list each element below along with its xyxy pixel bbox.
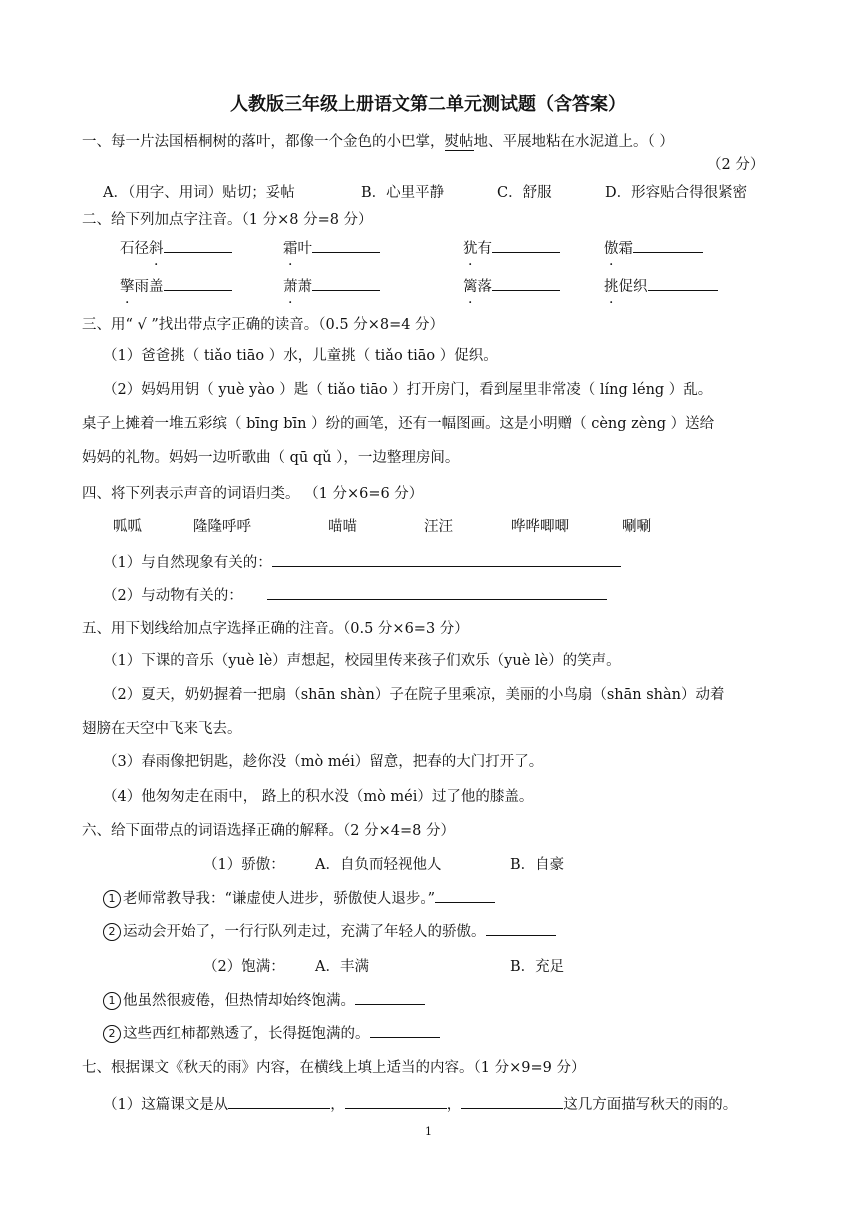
- q2-item-2: 霜叶: [283, 238, 380, 259]
- q2-blank-7[interactable]: [492, 276, 560, 291]
- q6-group1-option-b: B．自豪: [510, 857, 565, 873]
- circled-number-2: 2: [103, 1025, 121, 1043]
- q5-line-5: （4）他匆匆走在雨中， 路上的积水没（mò méi）过了他的膝盖。: [103, 789, 534, 805]
- q7-line-1: （1）这篇课文是从 ， ， 这几方面描写秋天的雨的。: [103, 1094, 737, 1115]
- q1-option-c: C．舒服: [497, 185, 552, 201]
- q2-item-4: 傲霜: [604, 238, 703, 259]
- q3-line-2: （2）妈妈用钥（ yuè yào ）匙（ tiǎo tiāo ）打开房门，看到屋里非常凌（ líng léng ）乱。: [103, 382, 713, 398]
- q3-line-1: （1）爸爸挑（ tiǎo tiāo ）水，儿童挑（ tiǎo tiāo ）促织。: [103, 348, 498, 364]
- q2-blank-5[interactable]: [164, 276, 232, 291]
- q2-item-1: 石径斜: [120, 238, 232, 259]
- q7-blank-3[interactable]: [461, 1094, 563, 1109]
- q2-blank-6[interactable]: [312, 276, 380, 291]
- q6-blank-2[interactable]: [486, 921, 556, 936]
- q3-line-4: 妈妈的礼物。妈妈一边听歌曲（ qū qǔ ），一边整理房间。: [82, 450, 460, 466]
- q6-group1-head: （1）骄傲：: [203, 857, 285, 873]
- q1-option-a: A．（用字、用词）贴切；妥帖: [103, 185, 295, 201]
- q1-score: （2 分）: [707, 157, 765, 173]
- q6-group1-option-a: A．自负而轻视他人: [315, 857, 442, 873]
- q6-blank-1[interactable]: [435, 888, 495, 903]
- q2-item-3: 犹有: [463, 238, 560, 259]
- q4-blank-2[interactable]: [267, 585, 607, 600]
- q4-sub-1: （1）与自然现象有关的：: [103, 552, 621, 573]
- q2-item-7: 篱落: [463, 276, 560, 297]
- q4-blank-1[interactable]: [272, 552, 621, 567]
- q2-item-5: 擎雨盖: [120, 276, 232, 297]
- q6-group2-sentence-1: 1 他虽然很疲倦，但热情却始终饱满。: [103, 990, 425, 1011]
- q2-blank-2[interactable]: [312, 238, 380, 253]
- q2-blank-3[interactable]: [492, 238, 560, 253]
- q4-word-3: 喵喵: [328, 519, 357, 535]
- q1-stem: [82, 132, 674, 152]
- q2-stem: 二、给下列加点字注音。（1 分×8 分=8 分）: [82, 212, 373, 228]
- q5-line-4: （3）春雨像把钥匙，趁你没（mò méi）留意，把春的大门打开了。: [103, 754, 544, 770]
- q2-blank-4[interactable]: [633, 238, 703, 253]
- q4-word-4: 汪汪: [424, 519, 453, 535]
- q3-line-3: 桌子上摊着一堆五彩缤（ bīng bīn ）纷的画笔，还有一幅图画。这是小明赠（ cèng zèng ）送给: [82, 416, 715, 432]
- q5-stem: 五、用下划线给加点字选择正确的注音。（0.5 分×6=3 分）: [82, 621, 469, 637]
- page-number: 1: [425, 1125, 432, 1138]
- q7-blank-1[interactable]: [228, 1094, 330, 1109]
- q5-line-1: （1）下课的音乐（yuè lè）声想起，校园里传来孩子们欢乐（yuè lè）的笑声。: [103, 653, 621, 669]
- q1-stem-b: 地、平展地粘在水泥道上。（ ）: [473, 134, 674, 150]
- circled-number-2: 2: [103, 923, 121, 941]
- q4-stem: 四、将下列表示声音的词语归类。 （1 分×6=6 分）: [82, 486, 424, 502]
- q6-stem: 六、给下面带点的词语选择正确的解释。（2 分×4=8 分）: [82, 823, 455, 839]
- q2-blank-1[interactable]: [164, 238, 232, 253]
- q6-group1-sentence-1: 1 老师常教导我：“谦虚使人进步，骄傲使人退步。”: [103, 888, 495, 909]
- q6-group2-head: （2）饱满：: [203, 959, 285, 975]
- circled-number-1: 1: [103, 890, 121, 908]
- q4-sub-2: （2）与动物有关的：: [103, 585, 607, 606]
- q1-option-b: B．心里平静: [361, 185, 445, 201]
- q4-word-1: 呱呱: [113, 519, 142, 535]
- q6-group1-sentence-2: 2 运动会开始了，一行行队列走过，充满了年轻人的骄傲。: [103, 921, 556, 942]
- q6-group2-option-a: A．丰满: [315, 959, 369, 975]
- q7-blank-2[interactable]: [345, 1094, 447, 1109]
- q6-group2-option-b: B．充足: [510, 959, 565, 975]
- q3-stem: 三、用“ √ ”找出带点字正确的读音。（0.5 分×8=4 分）: [82, 317, 445, 333]
- page-title: 人教版三年级上册语文第二单元测试题（含答案）: [230, 94, 626, 115]
- q4-word-2: 隆隆呼呼: [193, 519, 251, 535]
- q1-stem-a: 一、每一片法国梧桐树的落叶，都像一个金色的小巴掌，: [82, 134, 445, 150]
- q4-word-5: 哗哗唧唧: [511, 519, 569, 535]
- q6-blank-3[interactable]: [355, 990, 425, 1005]
- q2-blank-8[interactable]: [648, 276, 718, 291]
- q5-line-2: （2）夏天，奶奶握着一把扇（shān shàn）子在院子里乘凉，美丽的小鸟扇（shān shàn）动着: [103, 687, 725, 703]
- q1-stem-word: 熨帖: [444, 134, 474, 150]
- q2-item-8: 挑促织: [604, 276, 718, 297]
- q6-group2-sentence-2: 2 这些西红柿都熟透了，长得挺饱满的。: [103, 1023, 440, 1044]
- q5-line-3: 翅膀在天空中飞来飞去。: [82, 721, 242, 737]
- circled-number-1: 1: [103, 992, 121, 1010]
- q2-item-6: 萧萧: [283, 276, 380, 297]
- q7-stem: 七、根据课文《秋天的雨》内容，在横线上填上适当的内容。（1 分×9=9 分）: [82, 1060, 586, 1076]
- q1-option-d: D．形容贴合得很紧密: [605, 185, 748, 201]
- q4-word-6: 唰唰: [622, 519, 651, 535]
- q6-blank-4[interactable]: [370, 1023, 440, 1038]
